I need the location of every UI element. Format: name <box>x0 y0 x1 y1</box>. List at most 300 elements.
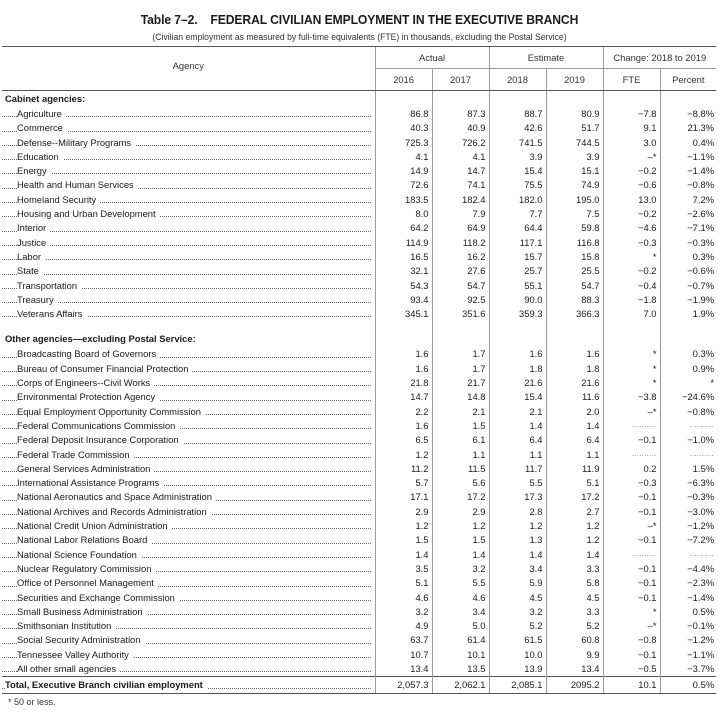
empty-cell <box>660 331 716 347</box>
percent-cell: −1.1% <box>660 150 716 164</box>
dot-leader <box>2 274 371 275</box>
percent-cell: −1.4% <box>660 591 716 605</box>
table-row <box>2 279 716 293</box>
section-title: Other agencies—excluding Postal Service: <box>5 333 196 345</box>
table-row <box>2 193 716 207</box>
table-row <box>2 405 716 419</box>
value-cell-y2016: 8.0 <box>375 207 432 221</box>
value-cell-y2016: 14.7 <box>375 390 432 404</box>
value-cell-y2018: 1.8 <box>489 362 546 376</box>
value-cell-y2016: 2.9 <box>375 505 432 519</box>
percent-cell: −1.2% <box>660 633 716 647</box>
value-cell-y2016: 14.9 <box>375 164 432 178</box>
table-row <box>2 362 716 376</box>
value-cell-y2018: 15.4 <box>489 390 546 404</box>
table-row <box>2 419 716 433</box>
value-cell-y2018: 1.2 <box>489 519 546 533</box>
value-cell-y2019: 54.7 <box>546 279 603 293</box>
value-cell-y2018: 741.5 <box>489 136 546 150</box>
agency-cell <box>2 107 375 121</box>
table-body <box>2 91 716 694</box>
table-subtitle: (Civilian employment as measured by full-time equivalents (FTE) in thousands, excluding the Postal Service) <box>152 31 567 42</box>
empty-cell <box>546 91 603 108</box>
percent-cell: 1.9% <box>660 307 716 321</box>
value-cell-y2016: 4.9 <box>375 619 432 633</box>
value-cell-y2016: 64.2 <box>375 221 432 235</box>
percent-cell: −0.3% <box>660 236 716 250</box>
value-cell-y2017: 74.1 <box>432 178 489 192</box>
percent-cell: 0.5% <box>660 605 716 619</box>
table-row <box>2 107 716 121</box>
table-row <box>2 293 716 307</box>
value-cell-y2019: 4.5 <box>546 591 603 605</box>
value-cell-y2018: 90.0 <box>489 293 546 307</box>
percent-cell: −6.3% <box>660 476 716 490</box>
agency-cell <box>2 405 375 419</box>
header-estimate: Estimate <box>489 47 603 69</box>
percent-cell: −4.4% <box>660 562 716 576</box>
value-cell-y2017: 6.1 <box>432 433 489 447</box>
agency-cell <box>2 605 375 619</box>
value-cell-y2016: 114.9 <box>375 236 432 250</box>
agency-name: Energy <box>17 165 51 176</box>
agency-cell <box>2 505 375 519</box>
agency-cell <box>2 591 375 605</box>
empty-cell <box>375 331 432 347</box>
agency-name: National Credit Union Administration <box>17 520 172 531</box>
agency-name: Transportation <box>17 280 81 291</box>
fte-change-cell: 9.1 <box>603 121 660 135</box>
value-cell-y2019: 88.3 <box>546 293 603 307</box>
value-cell-y2018: 1.4 <box>489 548 546 562</box>
dot-leader <box>2 259 371 260</box>
empty-cell <box>432 91 489 108</box>
empty-cell <box>432 331 489 347</box>
value-cell-y2019: 60.8 <box>546 633 603 647</box>
value-cell-y2019: 13.4 <box>546 662 603 677</box>
table-row <box>2 376 716 390</box>
value-cell-y2019: 15.8 <box>546 250 603 264</box>
value-cell-y2017: 7.9 <box>432 207 489 221</box>
value-cell-y2019: 1.2 <box>546 519 603 533</box>
table-row <box>2 548 716 562</box>
agency-cell <box>2 121 375 135</box>
value-cell-y2016: 1.6 <box>375 347 432 361</box>
agency-name: Broadcasting Board of Governors <box>17 348 160 359</box>
value-cell-y2019: 7.5 <box>546 207 603 221</box>
agency-name: Agriculture <box>17 108 66 119</box>
value-cell-y2016: 63.7 <box>375 633 432 647</box>
agency-name: International Assistance Programs <box>17 477 163 488</box>
empty-cell <box>432 321 489 331</box>
value-cell-y2017: 21.7 <box>432 376 489 390</box>
percent-cell: −1.4% <box>660 164 716 178</box>
header-2018: 2018 <box>489 69 546 91</box>
value-cell-y2019: 11.6 <box>546 390 603 404</box>
empty-cell <box>375 321 432 331</box>
value-cell-y2016: 3.5 <box>375 562 432 576</box>
header-2016: 2016 <box>375 69 432 91</box>
value-cell-y2019: 6.4 <box>546 433 603 447</box>
fte-change-cell: –* <box>603 405 660 419</box>
fte-change-cell: −0.1 <box>603 562 660 576</box>
value-cell-y2019: 1.8 <box>546 362 603 376</box>
percent-cell: 0.3% <box>660 250 716 264</box>
table-row <box>2 264 716 278</box>
agency-cell <box>2 533 375 547</box>
total-percent-cell: 0.5% <box>660 677 716 694</box>
percent-cell: −1.9% <box>660 293 716 307</box>
agency-cell <box>2 150 375 164</box>
value-cell-y2016: 16.5 <box>375 250 432 264</box>
fte-change-cell: * <box>603 376 660 390</box>
percent-cell: −0.7% <box>660 279 716 293</box>
agency-cell <box>2 433 375 447</box>
agency-name: General Services Administration <box>17 463 154 474</box>
agency-cell <box>2 448 375 462</box>
table-number: Table 7–2. <box>140 12 198 27</box>
value-cell-y2017: 3.2 <box>432 562 489 576</box>
value-cell-y2019: 51.7 <box>546 121 603 135</box>
empty-cell <box>546 321 603 331</box>
value-cell-y2018: 2.1 <box>489 405 546 419</box>
value-cell-y2017: 14.7 <box>432 164 489 178</box>
fte-change-cell: −0.2 <box>603 207 660 221</box>
value-cell-y2017: 17.2 <box>432 490 489 504</box>
value-cell-y2019: 1.4 <box>546 548 603 562</box>
fte-change-cell: −3.8 <box>603 390 660 404</box>
agency-name: National Aeronautics and Space Administration <box>17 491 216 502</box>
table-title <box>29 12 690 27</box>
fte-change-cell: −7.8 <box>603 107 660 121</box>
agency-name: Federal Trade Commission <box>17 449 134 460</box>
percent-cell: −24.6% <box>660 390 716 404</box>
value-cell-y2017: 11.5 <box>432 462 489 476</box>
percent-cell: −0.1% <box>660 619 716 633</box>
agency-name: Treasury <box>17 294 58 305</box>
fte-change-cell: * <box>603 605 660 619</box>
fte-change-cell: −0.1 <box>603 576 660 590</box>
agency-name: National Science Foundation <box>17 549 141 560</box>
empty-cell <box>603 321 660 331</box>
value-cell-y2018: 117.1 <box>489 236 546 250</box>
percent-cell: 21.3% <box>660 121 716 135</box>
value-cell-y2018: 2.8 <box>489 505 546 519</box>
value-cell-y2017: 726.2 <box>432 136 489 150</box>
table-row <box>2 207 716 221</box>
spacer-row <box>2 321 716 331</box>
agency-name: Corps of Engineers--Civil Works <box>17 377 154 388</box>
fte-change-cell: −0.6 <box>603 178 660 192</box>
table-row <box>2 236 716 250</box>
value-cell-y2017: 3.4 <box>432 605 489 619</box>
agency-cell <box>2 519 375 533</box>
fte-change-cell: 13.0 <box>603 193 660 207</box>
value-cell-y2017: 4.6 <box>432 591 489 605</box>
agency-cell <box>2 136 375 150</box>
value-cell-y2018: 1.6 <box>489 347 546 361</box>
value-cell-y2017: 40.9 <box>432 121 489 135</box>
value-cell-y2019: 116.8 <box>546 236 603 250</box>
value-cell-y2019: 59.8 <box>546 221 603 235</box>
value-cell-y2017: 4.1 <box>432 150 489 164</box>
value-cell-y2019: 21.6 <box>546 376 603 390</box>
fte-change-cell: −0.1 <box>603 490 660 504</box>
percent-cell: −3.7% <box>660 662 716 677</box>
percent-cell: −0.3% <box>660 490 716 504</box>
value-cell-y2018: 10.0 <box>489 648 546 662</box>
agency-cell <box>2 207 375 221</box>
agency-name: National Archives and Records Administration <box>17 506 211 517</box>
percent-cell: −1.0% <box>660 433 716 447</box>
fte-change-cell: * <box>603 347 660 361</box>
value-cell-y2016: 1.5 <box>375 533 432 547</box>
value-cell-y2016: 2.2 <box>375 405 432 419</box>
agency-name: Health and Human Services <box>17 179 138 190</box>
value-cell-y2016: 21.8 <box>375 376 432 390</box>
table-row <box>2 619 716 633</box>
table-row <box>2 605 716 619</box>
agency-cell <box>2 178 375 192</box>
value-cell-y2016: 1.2 <box>375 519 432 533</box>
value-cell-y2017: 1.1 <box>432 448 489 462</box>
table-row <box>2 519 716 533</box>
agency-cell <box>2 476 375 490</box>
value-cell-y2016: 1.6 <box>375 419 432 433</box>
value-cell-y2017: 351.6 <box>432 307 489 321</box>
agency-cell <box>2 576 375 590</box>
value-cell-y2016: 5.7 <box>375 476 432 490</box>
fte-change-cell: −0.2 <box>603 264 660 278</box>
agency-cell <box>2 376 375 390</box>
table-row <box>2 448 716 462</box>
table-row <box>2 490 716 504</box>
value-cell-y2017: 14.8 <box>432 390 489 404</box>
table-row <box>2 307 716 321</box>
section-header-row <box>2 91 716 108</box>
fte-change-cell: –* <box>603 519 660 533</box>
value-cell-y2019: 3.9 <box>546 150 603 164</box>
agency-name: Veterans Affairs <box>17 308 87 319</box>
agency-name: Housing and Urban Development <box>17 208 160 219</box>
value-cell-y2017: 2.9 <box>432 505 489 519</box>
value-cell-y2017: 1.7 <box>432 347 489 361</box>
value-cell-y2016: 345.1 <box>375 307 432 321</box>
value-cell-y2017: 92.5 <box>432 293 489 307</box>
value-cell-y2016: 13.4 <box>375 662 432 677</box>
agency-name: Defense--Military Programs <box>17 137 135 148</box>
percent-cell: 7.2% <box>660 193 716 207</box>
table-row <box>2 178 716 192</box>
value-cell-y2018: 7.7 <box>489 207 546 221</box>
percent-cell: −8.8% <box>660 107 716 121</box>
fte-change-cell: −0.5 <box>603 662 660 677</box>
empty-cell <box>375 91 432 108</box>
value-cell-y2016: 40.3 <box>375 121 432 135</box>
table-row <box>2 462 716 476</box>
value-cell-y2018: 15.7 <box>489 250 546 264</box>
agency-cell <box>2 548 375 562</box>
agency-name: Securities and Exchange Commission <box>17 592 179 603</box>
section-header-row <box>2 331 716 347</box>
agency-name: Federal Communications Commission <box>17 420 179 431</box>
fte-change-cell: .......... <box>603 448 660 462</box>
value-cell-y2019: 2.7 <box>546 505 603 519</box>
agency-name: Office of Personnel Management <box>17 577 158 588</box>
value-cell-y2016: 4.1 <box>375 150 432 164</box>
value-cell-y2016: 1.2 <box>375 448 432 462</box>
value-cell-y2017: 10.1 <box>432 648 489 662</box>
value-cell-y2019: 3.3 <box>546 562 603 576</box>
fte-change-cell: −0.3 <box>603 236 660 250</box>
agency-cell <box>2 221 375 235</box>
value-cell-y2016: 3.2 <box>375 605 432 619</box>
value-cell-y2018: 25.7 <box>489 264 546 278</box>
value-cell-y2019: 74.9 <box>546 178 603 192</box>
fte-change-cell: −0.3 <box>603 476 660 490</box>
table-row <box>2 121 716 135</box>
value-cell-y2017: 1.4 <box>432 548 489 562</box>
value-cell-y2019: 25.5 <box>546 264 603 278</box>
empty-cell <box>489 91 546 108</box>
value-cell-y2018: 182.0 <box>489 193 546 207</box>
value-cell-y2018: 6.4 <box>489 433 546 447</box>
value-cell-y2019: 3.3 <box>546 605 603 619</box>
agency-name: Nuclear Regulatory Commission <box>17 563 155 574</box>
value-cell-y2019: 1.4 <box>546 419 603 433</box>
table-row <box>2 662 716 677</box>
value-cell-y2016: 72.6 <box>375 178 432 192</box>
percent-cell: −2.6% <box>660 207 716 221</box>
table-row <box>2 648 716 662</box>
header-percent: Percent <box>660 69 716 91</box>
table-title-text: FEDERAL CIVILIAN EMPLOYMENT IN THE EXECUTIVE BRANCH <box>210 12 579 27</box>
value-cell-y2016: 11.2 <box>375 462 432 476</box>
percent-cell: −1.1% <box>660 648 716 662</box>
dot-leader <box>2 173 371 174</box>
value-cell-y2019: 2.0 <box>546 405 603 419</box>
value-cell-y2017: 54.7 <box>432 279 489 293</box>
value-cell-y2019: 15.1 <box>546 164 603 178</box>
agency-name: Environmental Protection Agency <box>17 391 159 402</box>
fte-change-cell: 0.2 <box>603 462 660 476</box>
value-cell-y2018: 359.3 <box>489 307 546 321</box>
value-cell-y2017: 64.9 <box>432 221 489 235</box>
value-cell-y2017: 1.2 <box>432 519 489 533</box>
value-cell-y2017: 61.4 <box>432 633 489 647</box>
value-cell-y2019: 80.9 <box>546 107 603 121</box>
total-fte-cell: 10.1 <box>603 677 660 694</box>
agency-name: Education <box>17 151 63 162</box>
fte-change-cell: –* <box>603 619 660 633</box>
percent-cell: 0.9% <box>660 362 716 376</box>
total-y2019-cell: 2095.2 <box>546 677 603 694</box>
percent-cell: .......... <box>660 548 716 562</box>
table-row <box>2 150 716 164</box>
fte-change-cell: −0.8 <box>603 633 660 647</box>
value-cell-y2016: 4.6 <box>375 591 432 605</box>
fte-change-cell: .......... <box>603 548 660 562</box>
value-cell-y2019: 744.5 <box>546 136 603 150</box>
table-row <box>2 476 716 490</box>
agency-name: Equal Employment Opportunity Commission <box>17 406 205 417</box>
value-cell-y2019: 5.1 <box>546 476 603 490</box>
percent-cell: −0.8% <box>660 405 716 419</box>
fte-change-cell: −0.1 <box>603 591 660 605</box>
value-cell-y2018: 11.7 <box>489 462 546 476</box>
table-row <box>2 433 716 447</box>
value-cell-y2019: 5.2 <box>546 619 603 633</box>
value-cell-y2018: 5.5 <box>489 476 546 490</box>
value-cell-y2016: 54.3 <box>375 279 432 293</box>
empty-cell <box>546 331 603 347</box>
agency-cell <box>2 462 375 476</box>
total-y2016-cell: 2,057.3 <box>375 677 432 694</box>
agency-cell <box>2 250 375 264</box>
agency-name: Commerce <box>17 122 67 133</box>
value-cell-y2018: 1.1 <box>489 448 546 462</box>
fte-change-cell: −0.1 <box>603 533 660 547</box>
agency-name: State <box>17 265 43 276</box>
header-2017: 2017 <box>432 69 489 91</box>
empty-cell <box>489 331 546 347</box>
percent-cell: .......... <box>660 419 716 433</box>
value-cell-y2017: 5.6 <box>432 476 489 490</box>
value-cell-y2018: 5.9 <box>489 576 546 590</box>
value-cell-y2018: 3.4 <box>489 562 546 576</box>
fte-change-cell: * <box>603 250 660 264</box>
value-cell-y2019: 1.2 <box>546 533 603 547</box>
percent-cell: −2.3% <box>660 576 716 590</box>
value-cell-y2019: 1.6 <box>546 347 603 361</box>
table-row <box>2 562 716 576</box>
value-cell-y2019: 5.8 <box>546 576 603 590</box>
agency-name: Smithsonian Institution <box>17 620 115 631</box>
fte-change-cell: −0.4 <box>603 279 660 293</box>
percent-cell: .......... <box>660 448 716 462</box>
agency-cell <box>2 164 375 178</box>
fte-change-cell: −1.8 <box>603 293 660 307</box>
value-cell-y2018: 15.4 <box>489 164 546 178</box>
percent-cell: * <box>660 376 716 390</box>
value-cell-y2017: 5.0 <box>432 619 489 633</box>
value-cell-y2018: 1.3 <box>489 533 546 547</box>
value-cell-y2018: 42.6 <box>489 121 546 135</box>
value-cell-y2016: 183.5 <box>375 193 432 207</box>
value-cell-y2019: 9.9 <box>546 648 603 662</box>
value-cell-y2016: 93.4 <box>375 293 432 307</box>
empty-cell <box>660 91 716 108</box>
fte-change-cell: .......... <box>603 419 660 433</box>
total-y2018-cell: 2,085.1 <box>489 677 546 694</box>
value-cell-y2016: 17.1 <box>375 490 432 504</box>
empty-cell <box>660 321 716 331</box>
table-row <box>2 576 716 590</box>
value-cell-y2019: 11.9 <box>546 462 603 476</box>
table-row <box>2 533 716 547</box>
agency-name: Small Business Administration <box>17 606 147 617</box>
value-cell-y2016: 10.7 <box>375 648 432 662</box>
header-change: Change: 2018 to 2019 <box>603 47 716 69</box>
value-cell-y2017: 87.3 <box>432 107 489 121</box>
percent-cell: −0.8% <box>660 178 716 192</box>
agency-cell <box>2 419 375 433</box>
fte-change-cell: 3.0 <box>603 136 660 150</box>
percent-cell: −7.2% <box>660 533 716 547</box>
value-cell-y2018: 55.1 <box>489 279 546 293</box>
value-cell-y2017: 13.5 <box>432 662 489 677</box>
agency-cell <box>2 662 375 677</box>
